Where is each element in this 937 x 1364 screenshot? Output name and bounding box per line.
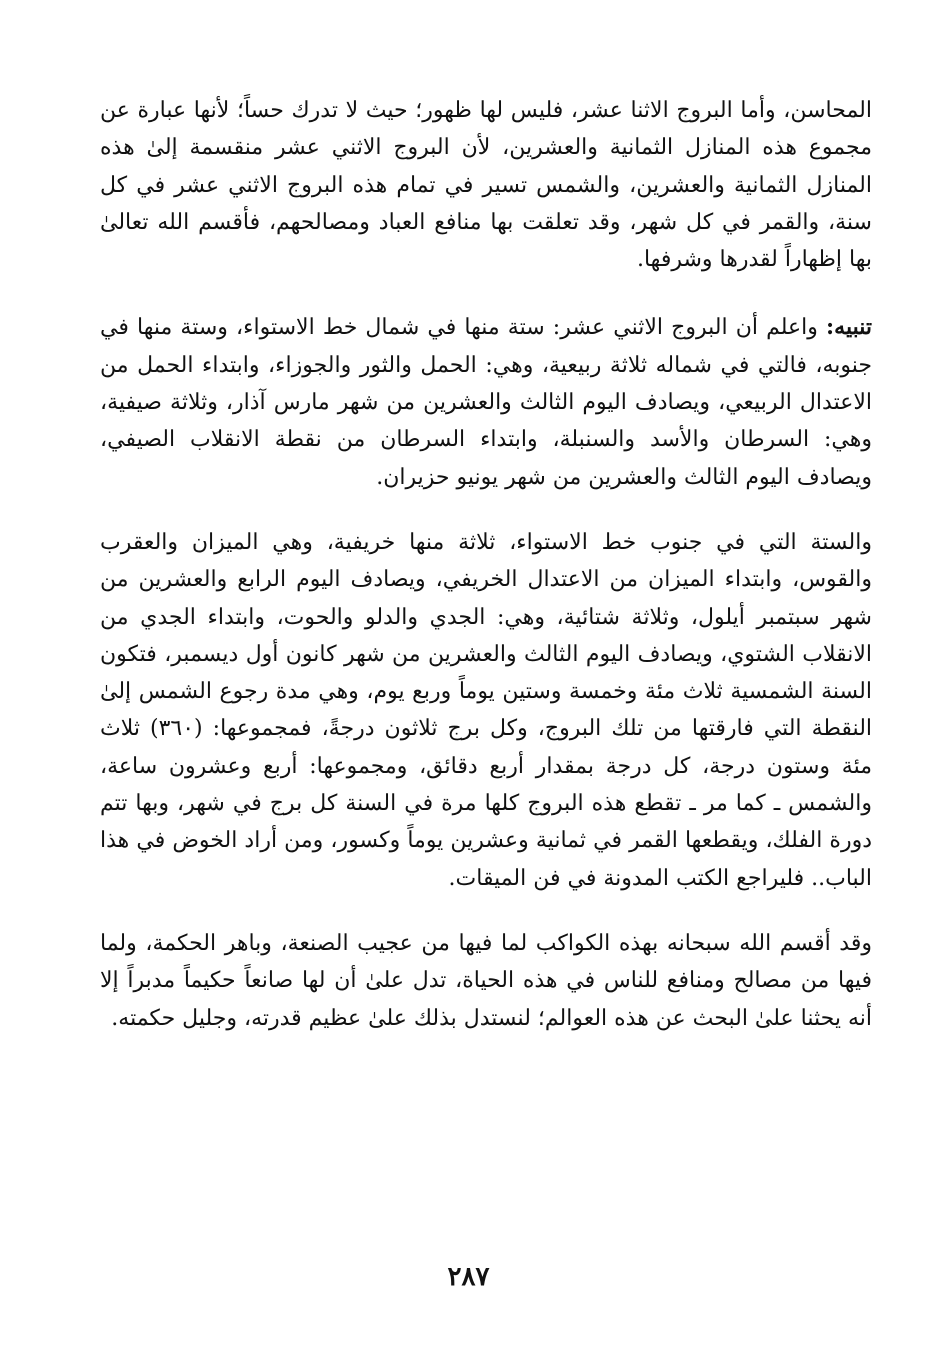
paragraph-3	[100, 524, 872, 897]
body-text	[100, 92, 872, 1037]
paragraph-3-text: والستة التي في جنوب خط الاستواء، ثلاثة منها خريفية، وهي الميزان والعقرب والقوس، وابتداء الميزان من الاعتدال الخريفي، ويصادف اليوم الرابع والعشرين من شهر سبتمبر أيلول، وثلاثة شتائية، وهي: الجدي والدلو والحوت، وابتداء الجدي من الانقلاب الشتوي، ويصادف اليوم الثالث والعشرين من شهر كانون أول ديسمبر، فتكون السنة الشمسية ثلاث مئة وخمسة وستين يوماً وربع يوم، وهي مدة رجوع الشمس إلىٰ النقطة التي فارقتها من تلك البروج، وكل برج ثلاثون درجةً، فمجموعها: (٣٦٠) ثلاث مئة وستون درجة، كل درجة بمقدار أربع دقائق، ومجموعها: أربع وعشرون ساعة، والشمس ـ كما مر ـ تقطع هذه البروج كلها مرة في السنة كل برج في شهر، وبها تتم دورة الفلك، ويقطعها القمر في ثمانية وعشرين يوماً وكسور، ومن أراد الخوض في هذا الباب.. فليراجع الكتب المدونة في فن الميقات.	[100, 529, 873, 891]
paragraph-2-text: واعلم أن البروج الاثني عشر: ستة منها في شمال خط الاستواء، وستة منها في جنوبه، فالتي في شماله ثلاثة ربيعية، وهي: الحمل والثور والجوزاء، وابتداء الحمل من الاعتدال الربيعي، ويصادف اليوم الثالث والعشرين من شهر مارس آذار، وثلاثة صيفية، وهي: السرطان والأسد والسنبلة، وابتداء السرطان من نقطة الانقلاب الصيفي، ويصادف اليوم الثالث والعشرين من شهر يونيو حزيران.	[100, 315, 872, 490]
paragraph-spacer	[100, 897, 872, 925]
paragraph-spacer	[100, 278, 872, 309]
page-number: ٢٨٧	[447, 1262, 490, 1292]
paragraph-2	[100, 309, 872, 495]
paragraph-1	[100, 92, 872, 278]
paragraph-4-text: وقد أقسم الله سبحانه بهذه الكواكب لما فيها من عجيب الصنعة، وباهر الحكمة، ولما فيها من مصالح ومنافع للناس في هذه الحياة، تدل علىٰ أن لها صانعاً حكيماً مدبراً إلا أنه يحثنا علىٰ البحث عن هذه العوالم؛ لنستدل بذلك علىٰ عظيم قدرته، وجليل حكمته.	[100, 930, 872, 1031]
note-heading: تنبيه:	[826, 314, 873, 341]
paragraph-1-text: المحاسن، وأما البروج الاثنا عشر، فليس لها ظهور؛ حيث لا تدرك حساً؛ لأنها عبارة عن مجموع هذه المنازل الثمانية والعشرين، لأن البروج الاثني عشر منقسمة إلىٰ هذه المنازل الثمانية والعشرين، والشمس تسير في تمام هذه البروج الاثني عشر في كل سنة، والقمر في كل شهر، وقد تعلقت بها منافع العباد ومصالحهم، فأقسم الله تعالىٰ بها إظهاراً لقدرها وشرفها.	[100, 98, 872, 273]
paragraph-spacer	[100, 496, 872, 524]
paragraph-4	[100, 925, 872, 1037]
